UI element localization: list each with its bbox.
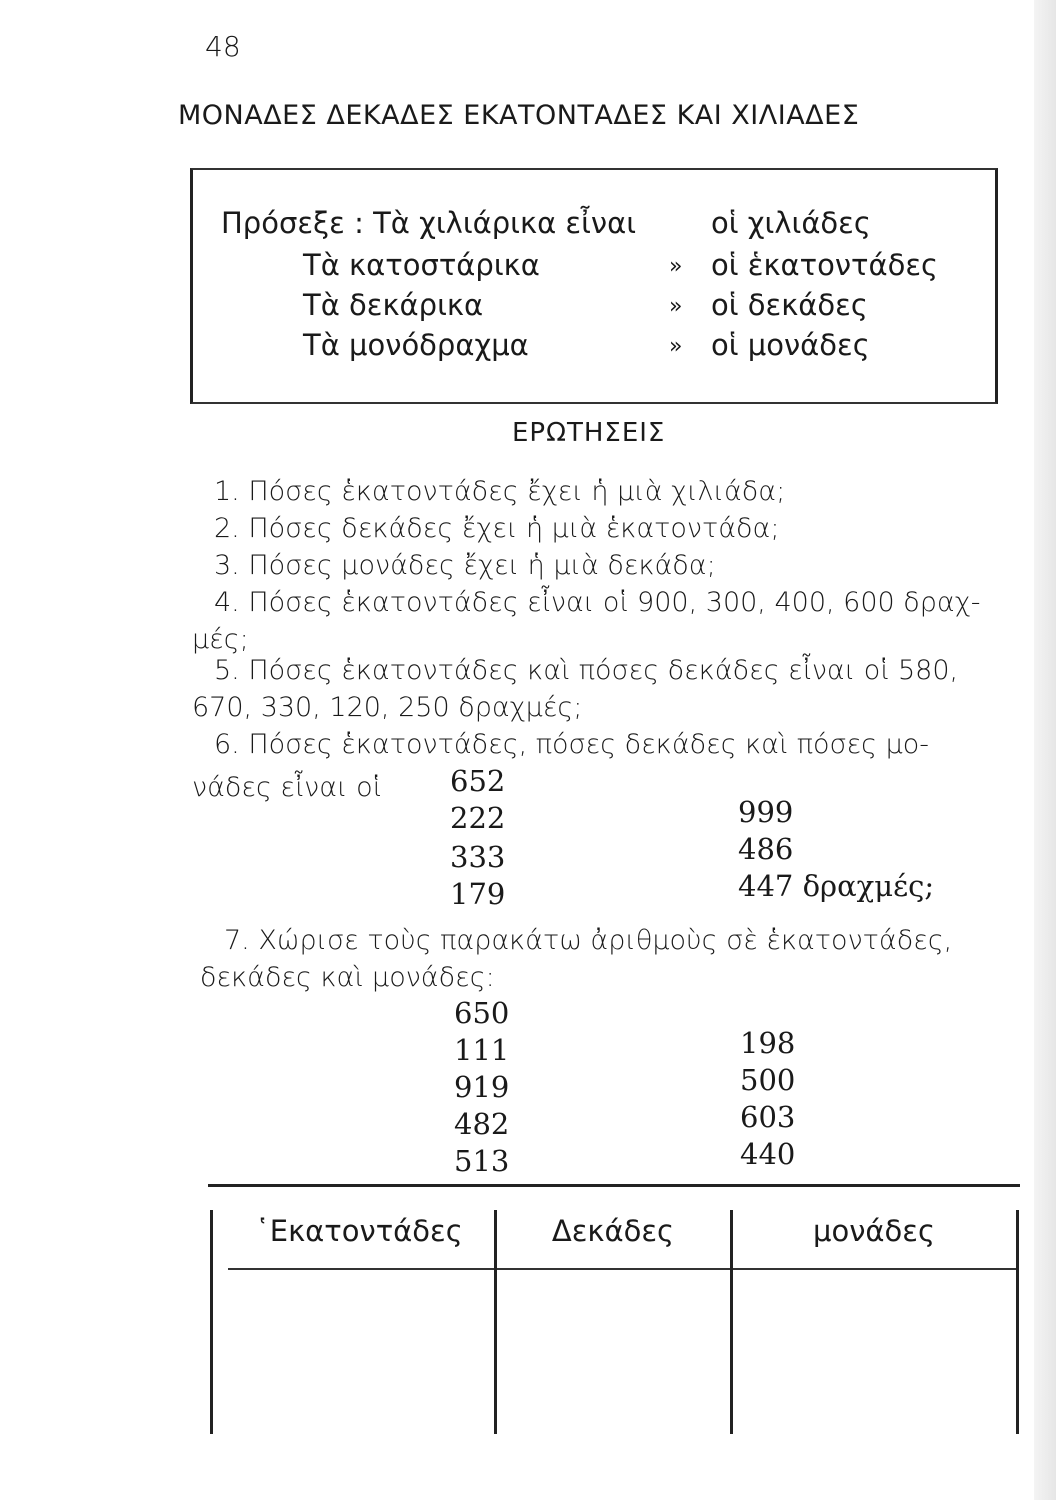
q6-number-left: 652 — [450, 764, 506, 798]
table-top-rule — [208, 1184, 1020, 1187]
q7-number-left: 111 — [454, 1033, 510, 1067]
table-column-divider — [494, 1210, 497, 1434]
q7-number-left: 482 — [454, 1107, 510, 1141]
q6-number-right: 447 δραχμές; — [738, 869, 935, 903]
notice-row-2-lead: Τὰ κατοστάρικα — [303, 248, 540, 282]
questions-title: ΕΡΩΤΗΣΕΙΣ — [512, 418, 666, 448]
notice-box — [190, 168, 998, 404]
notice-row-4-value: οἱ μονάδες — [711, 328, 870, 362]
question-line: νάδες εἶναι οἱ — [192, 772, 382, 803]
notice-row-3-mark: » — [669, 294, 683, 319]
table-header-hundreds: ῾Εκατοντάδες — [255, 1214, 463, 1248]
notice-row-1-value: οἱ χιλιάδες — [711, 206, 871, 240]
page-title: ΜΟΝΑΔΕΣ ΔΕΚΑΔΕΣ ΕΚΑΤΟΝΤΑΔΕΣ ΚΑΙ ΧΙΛΙΑΔΕΣ — [178, 100, 860, 131]
q6-number-left: 222 — [450, 801, 506, 835]
question-line: 5. Πόσες ἑκατοντάδες καὶ πόσες δεκάδες εἶναι οἱ 580, — [214, 655, 959, 686]
notice-row-2-mark: » — [669, 254, 683, 279]
notice-row-1-lead: Πρόσεξε : Τὰ χιλιάρικα εἶναι — [221, 206, 637, 240]
question-line: 7. Χώρισε τοὺς παρακάτω ἀριθμοὺς σὲ ἑκατοντάδες, — [224, 925, 953, 956]
q6-number-right: 999 — [738, 795, 794, 829]
page-number: 48 — [205, 30, 241, 63]
q6-number-right: 486 — [738, 832, 794, 866]
table-column-divider — [1016, 1210, 1019, 1434]
q7-number-right: 603 — [740, 1100, 796, 1134]
question-line: 2. Πόσες δεκάδες ἔχει ἡ μιὰ ἑκατοντάδα; — [214, 513, 780, 544]
table-column-divider — [210, 1210, 213, 1434]
q7-number-right: 500 — [740, 1063, 796, 1097]
q7-number-right: 198 — [740, 1026, 796, 1060]
question-line: δεκάδες καὶ μονάδες: — [200, 962, 495, 993]
table-header-units: μονάδες — [813, 1214, 935, 1248]
question-line: 4. Πόσες ἑκατοντάδες εἶναι οἱ 900, 300, 400, 600 δραχ- — [214, 587, 981, 618]
table-header-rule — [228, 1268, 1018, 1270]
notice-row-3-value: οἱ δεκάδες — [711, 288, 868, 322]
q7-number-right: 440 — [740, 1137, 796, 1171]
question-line: 3. Πόσες μονάδες ἔχει ἡ μιὰ δεκάδα; — [214, 550, 716, 581]
q7-number-left: 513 — [454, 1144, 510, 1178]
question-line: μές; — [192, 624, 249, 655]
question-line: 1. Πόσες ἑκατοντάδες ἔχει ἡ μιὰ χιλιάδα; — [214, 476, 786, 507]
notice-row-2-value: οἱ ἑκατοντάδες — [711, 248, 939, 282]
table-column-divider — [730, 1210, 733, 1434]
notice-row-3-lead: Τὰ δεκάρικα — [303, 288, 484, 322]
question-line: 6. Πόσες ἑκατοντάδες, πόσες δεκάδες καὶ πόσες μο- — [214, 729, 930, 760]
answer-table — [208, 1184, 1020, 1434]
question-line: 670, 330, 120, 250 δραχμές; — [192, 692, 583, 723]
q6-number-left: 179 — [450, 877, 506, 911]
q7-number-left: 650 — [454, 996, 510, 1030]
notice-row-4-lead: Τὰ μονόδραχμα — [303, 328, 529, 362]
table-header-tens: Δεκάδες — [551, 1214, 675, 1248]
q6-number-left: 333 — [450, 840, 506, 874]
notice-row-4-mark: » — [669, 334, 683, 359]
page-edge — [1034, 0, 1056, 1500]
q7-number-left: 919 — [454, 1070, 510, 1104]
